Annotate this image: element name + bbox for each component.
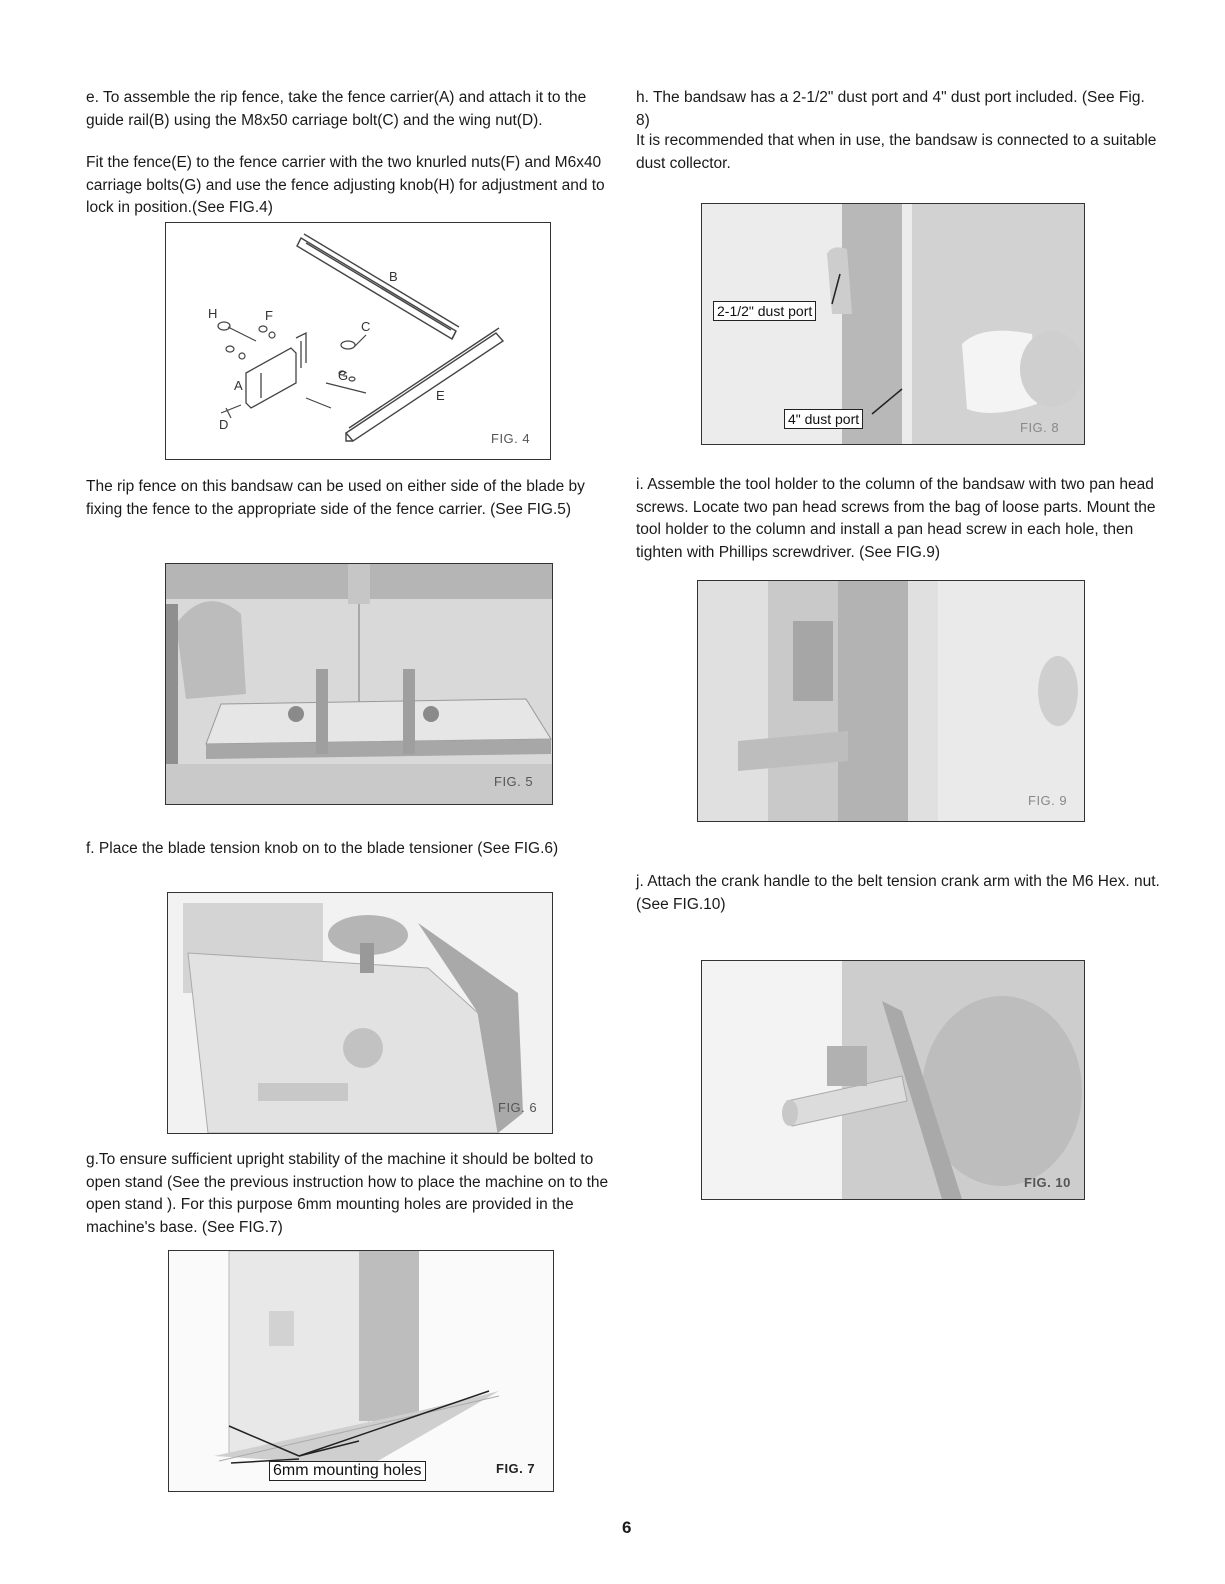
fig-8-callout-large-port: 4" dust port	[784, 409, 863, 429]
fig-4-letter-e: E	[436, 388, 445, 403]
fig-7-label: FIG. 7	[496, 1461, 536, 1476]
fig-4-letter-f: F	[265, 308, 273, 323]
page-number: 6	[622, 1518, 632, 1537]
crank-handle-photo	[702, 961, 1084, 1199]
fig-10-label: FIG. 10	[1024, 1175, 1071, 1190]
fig-5-photo	[165, 563, 553, 805]
step-h-text-2: It is recommended that when in use, the bandsaw is connected to a suitable dust collector.	[636, 132, 1157, 172]
fig-8-label: FIG. 8	[1020, 420, 1060, 435]
step-h-text: h. The bandsaw has a 2-1/2" dust port and 4" dust port included. (See Fig. 8)	[636, 89, 1145, 129]
fig-4-label: FIG. 4	[491, 431, 531, 446]
fig-4-letter-c: C	[361, 319, 371, 334]
fig-4-letter-d: D	[219, 417, 229, 432]
fig-7-photo	[168, 1250, 554, 1492]
fig-10-photo	[701, 960, 1085, 1200]
fig-7-callout: 6mm mounting holes	[269, 1461, 426, 1481]
machine-base-photo	[169, 1251, 553, 1491]
fig-4-diagram	[165, 222, 551, 460]
step-f-text: f. Place the blade tension knob on to the blade tensioner (See FIG.6)	[86, 840, 559, 857]
fig-4-letter-a: A	[234, 378, 243, 393]
dust-ports-photo	[702, 204, 1084, 444]
fig-4-letter-b: B	[389, 269, 398, 284]
step-e-text-2: Fit the fence(E) to the fence carrier with the two knurled nuts(F) and M6x40 carriage bolts(G) and use the fence adjusting knob(H) for adjustment and to lock in position.(See FIG.4)	[86, 154, 605, 216]
fig-4-letter-g: G	[338, 368, 349, 383]
step-j-text: j. Attach the crank handle to the belt tension crank arm with the M6 Hex. nut. (See FIG.10)	[636, 873, 1160, 913]
bandsaw-table-photo	[166, 564, 552, 804]
rip-fence-exploded-drawing	[166, 223, 550, 459]
fig-6-label: FIG. 6	[498, 1100, 538, 1115]
blade-tension-knob-photo	[168, 893, 552, 1133]
fig-9-label: FIG. 9	[1028, 793, 1068, 808]
step-e-text: e. To assemble the rip fence, take the fence carrier(A) and attach it to the guide rail(B) using the M8x50 carriage bolt(C) and the wing nut(D).	[86, 89, 587, 129]
fig-8-callout-small-port: 2-1/2" dust port	[713, 301, 816, 321]
step-g-text: g.To ensure sufficient upright stability of the machine it should be bolted to open stand (See the previous instruction how to place the machine on to the open stand ). For this purpose 6mm mounting holes are provided in the machine's base. (See FIG.7)	[86, 1151, 609, 1236]
fig-9-photo	[697, 580, 1085, 822]
fig-8-photo	[701, 203, 1085, 445]
rip-fence-text: The rip fence on this bandsaw can be used on either side of the blade by fixing the fence to the appropriate side of the fence carrier. (See FIG.5)	[86, 478, 585, 518]
tool-holder-photo	[698, 581, 1084, 821]
fig-5-label: FIG. 5	[494, 774, 534, 789]
step-i-text: i. Assemble the tool holder to the column of the bandsaw with two pan head screws. Locate two pan head screws from the bag of loose parts. Mount the tool holder to the column and install a pan head screw in each hole, then tighten with Phillips screwdriver. (See FIG.9)	[636, 476, 1156, 561]
fig-4-letter-h: H	[208, 306, 218, 321]
fig-6-photo	[167, 892, 553, 1134]
